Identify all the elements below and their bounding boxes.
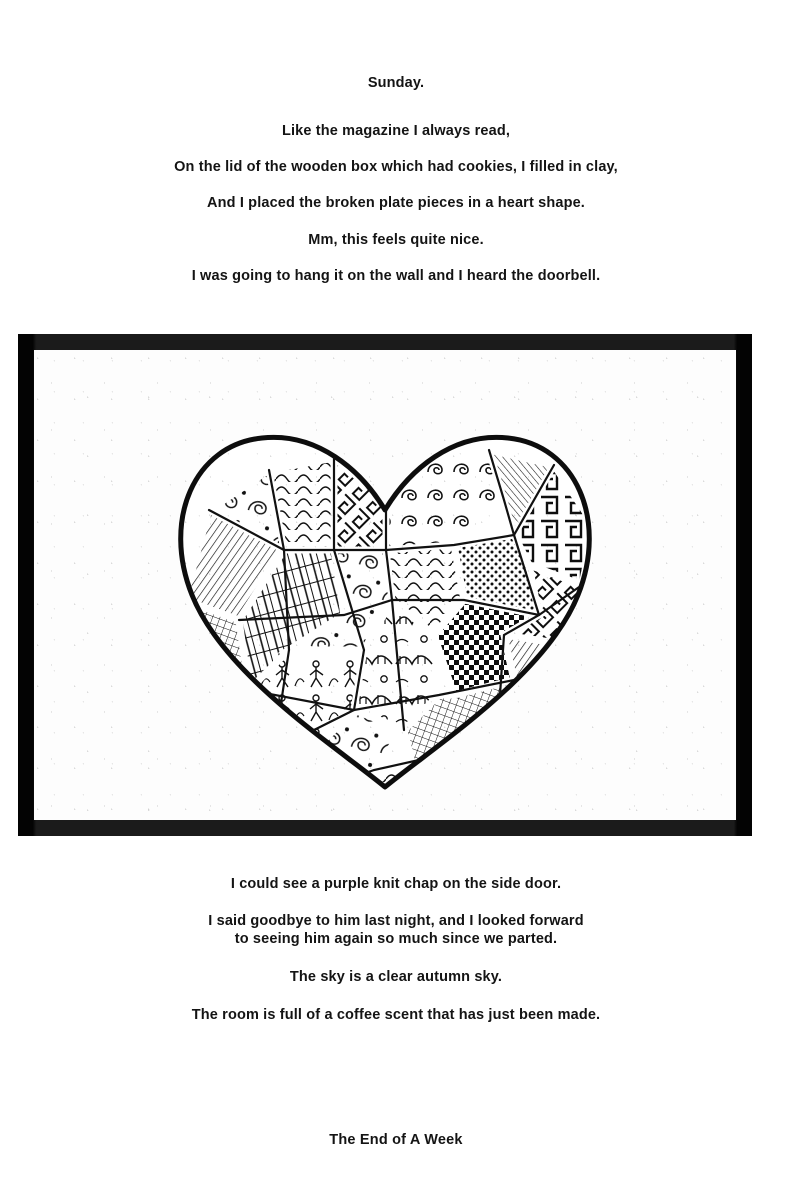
verse-top-line-5: I was going to hang it on the wall and I heard the doorbell.	[191, 267, 601, 284]
verse-top-line-2: On the lid of the wooden box which had cookies, I filled in clay,	[174, 159, 618, 176]
verse-bottom-line-4: The sky is a clear autumn sky.	[289, 968, 503, 985]
page-footer-title: The End of A Week	[329, 1132, 463, 1148]
verse-bottom	[0, 875, 792, 1024]
broken-plate-heart-illustration	[34, 350, 736, 820]
verse-top-line-4: Mm, this feels quite nice.	[308, 231, 484, 248]
verse-bottom-line-1: I could see a purple knit chap on the side door.	[230, 876, 562, 892]
poem-title: Sunday.	[367, 75, 425, 91]
verse-bottom-line-3: to seeing him again so much since we parted.	[234, 930, 558, 947]
verse-top-line-1: Like the magazine I always read,	[281, 123, 511, 140]
verse-top	[0, 74, 792, 285]
verse-top-line-3: And I placed the broken plate pieces in a heart shape.	[207, 195, 585, 212]
verse-bottom-line-2: I said goodbye to him last night, and I looked forward	[208, 913, 584, 930]
artwork-frame	[18, 334, 752, 836]
verse-bottom-line-5: The room is full of a coffee scent that has just been made.	[191, 1007, 601, 1024]
